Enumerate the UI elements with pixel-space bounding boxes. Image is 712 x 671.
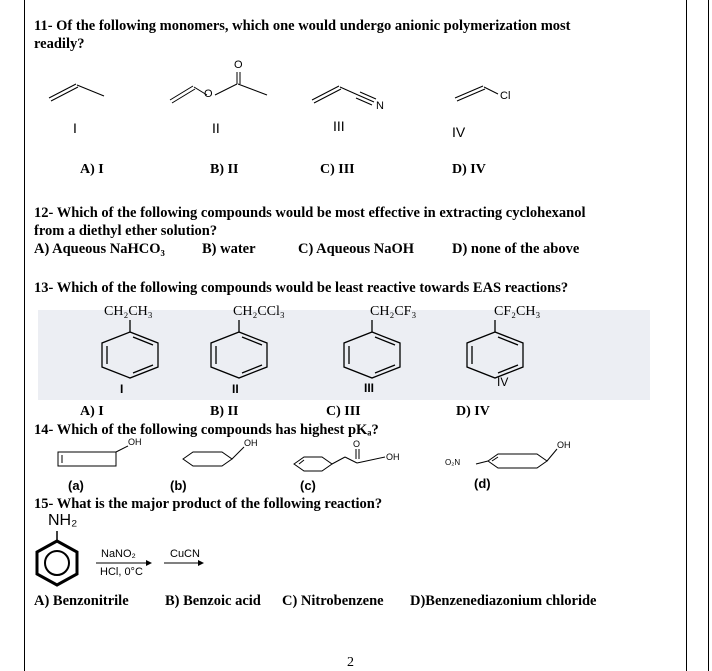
q12-option-b: B) water (202, 241, 256, 257)
q15-reagent1-bottom: HCl, 0°C (100, 566, 143, 578)
q12-option-c: C) Aqueous NaOH (298, 241, 415, 257)
arrowhead-1 (146, 560, 152, 566)
aniline-ring (37, 541, 77, 585)
q11-label-n: N (376, 100, 384, 112)
q14-nitro-label: O₂N (445, 458, 461, 467)
q14-oh-d: OH (557, 440, 571, 450)
q13-numeral-2: II (232, 382, 239, 396)
q13-substituent-3: CH₂CF₃ (370, 304, 417, 319)
arrowhead-2 (198, 560, 204, 566)
q15-text: 15- What is the major product of the following reaction? (34, 496, 383, 512)
q13-answer-c: C) III (326, 404, 361, 419)
q12-text-line2: from a diethyl ether solution? (34, 223, 218, 239)
q12-option-d: D) none of the above (452, 241, 580, 257)
q13-numeral-4: IV (497, 375, 509, 389)
q14-letter-c: (c) (300, 478, 316, 493)
q11-numeral-4: IV (452, 124, 466, 140)
q14-oh-b: OH (244, 438, 258, 448)
q11-text-line1: 11- Of the following monomers, which one would undergo anionic polymerization most (34, 18, 571, 34)
q14-letter-d: (d) (474, 476, 491, 491)
q13-numeral-3: III (364, 381, 375, 395)
q15-amine-label: NH₂ (48, 512, 78, 529)
q11-answer-b: B) II (210, 162, 239, 177)
q11-label-o1: O (204, 88, 213, 100)
q13-numeral-1: I (120, 382, 124, 396)
q13-answer-d: D) IV (456, 404, 490, 419)
page-number: 2 (347, 655, 354, 670)
q11-label-o2: O (234, 59, 243, 71)
q15-option-a: A) Benzonitrile (34, 593, 129, 609)
q15-option-b: B) Benzoic acid (165, 593, 261, 609)
q11-numeral-2: II (212, 120, 220, 136)
q12-text-line1: 12- Which of the following compounds would be most effective in extracting cyclohexanol (34, 205, 586, 221)
q14-oh-a: OH (128, 437, 142, 447)
q14-letter-a: (a) (68, 478, 84, 493)
aromatic-circle (45, 551, 69, 575)
q11-numeral-1: I (73, 120, 77, 136)
q11-answer-a: A) I (80, 162, 104, 177)
q13-answer-b: B) II (210, 404, 239, 419)
q15-option-d: D)Benzenediazonium chloride (410, 593, 597, 609)
q13-substituent-4: CF₂CH₃ (494, 304, 541, 319)
q11-text-line2: readily? (34, 36, 85, 52)
q14-oh-c: OH (386, 452, 400, 462)
q15-reagent1-top: NaNO₂ (101, 548, 136, 560)
q13-answer-a: A) I (80, 404, 104, 419)
q14-letter-b: (b) (170, 478, 187, 493)
q15-reagent2: CuCN (170, 548, 200, 560)
q11-answer-c: C) III (320, 162, 355, 177)
q15-option-c: C) Nitrobenzene (282, 593, 384, 609)
q11-label-cl: Cl (500, 90, 511, 102)
q11-numeral-3: III (333, 118, 345, 134)
q13-substituent-2: CH₂CCl₃ (233, 304, 285, 319)
q12-option-a: A) Aqueous NaHCO₃ (34, 241, 165, 257)
q13-text: 13- Which of the following compounds would be least reactive towards EAS reactions? (34, 280, 569, 296)
q11-answer-d: D) IV (452, 162, 486, 177)
q13-substituent-1: CH₂CH₃ (104, 304, 153, 319)
q14-text: 14- Which of the following compounds has highest pKₐ? (34, 422, 379, 438)
q14-carbonyl-o: O (353, 439, 361, 449)
